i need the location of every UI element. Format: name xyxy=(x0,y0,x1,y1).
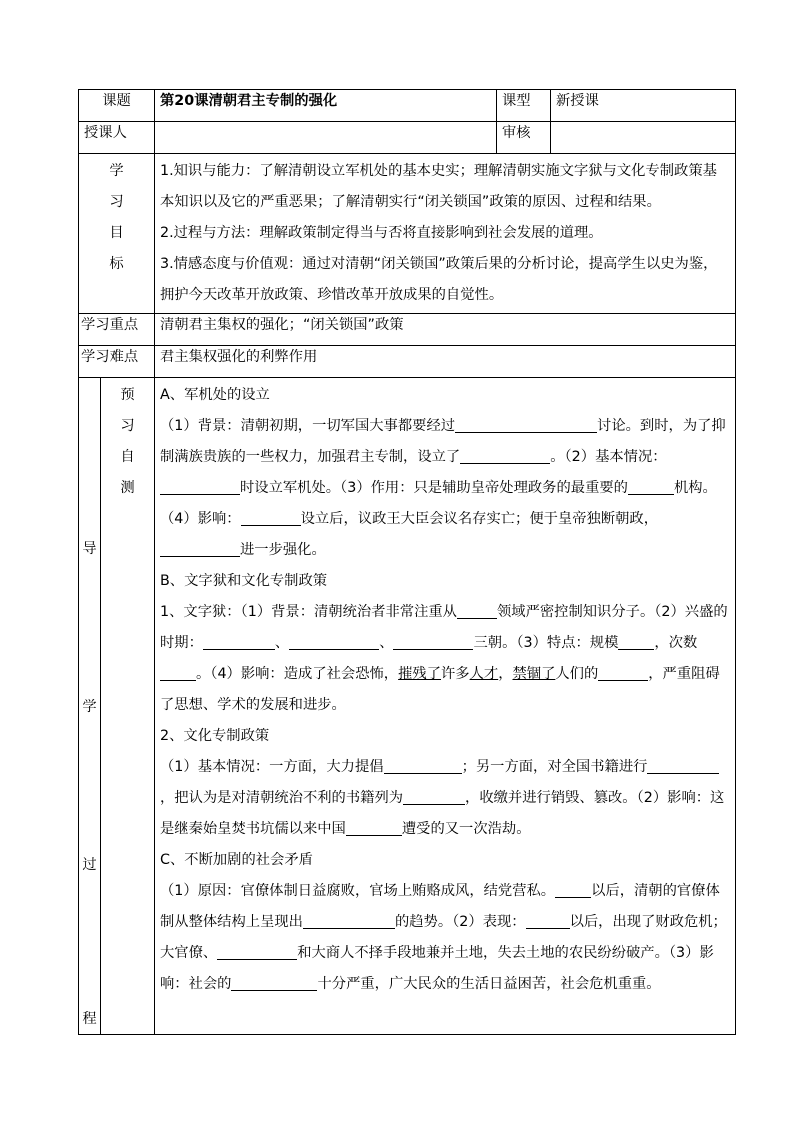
text-run: 。（4）影响：造成了社会恐怖， xyxy=(196,666,399,682)
key-points-label: 学习重点 xyxy=(79,314,155,346)
section-c-title: C、不断加剧的社会矛盾 xyxy=(160,852,313,868)
answer-blank[interactable] xyxy=(346,818,402,836)
answer-blank[interactable] xyxy=(598,663,648,681)
text-run: ， xyxy=(498,666,513,682)
lesson-plan-table xyxy=(78,89,736,1035)
section-c-body xyxy=(160,876,730,1000)
topic-title: 第20课清朝君主专制的强化 xyxy=(155,90,497,122)
header-row-topic xyxy=(79,90,736,122)
review-label: 审核 xyxy=(497,122,551,154)
difficulties-label: 学习难点 xyxy=(79,346,155,378)
answer-blank[interactable] xyxy=(384,756,462,774)
topic-label: 课题 xyxy=(79,90,155,122)
answer-blank[interactable] xyxy=(628,477,674,495)
answer-blank[interactable] xyxy=(647,756,719,774)
process-label-char: 程 xyxy=(82,1011,97,1027)
answer-blank[interactable] xyxy=(231,973,317,991)
text-run: 1、文字狱：（1）背景：清朝统治者非常注重从 xyxy=(160,604,457,620)
answer-blank[interactable] xyxy=(555,880,591,898)
preview-label-char: 预 xyxy=(120,387,135,403)
key-points-text: 清朝君主集权的强化；“闭关锁国”政策 xyxy=(155,314,736,346)
text-run: 讨论。到时，为了抑制满族贵族的一些权力，加强君主专制，设立了 xyxy=(160,418,726,465)
text-run: ，收缴并进行销毁、篡改。（2）影响：这是继秦始皇焚书坑儒以来中国 xyxy=(160,790,725,837)
text-run: ，次数 xyxy=(654,635,698,651)
preview-label-char: 测 xyxy=(120,480,135,496)
section-b-sub1-body xyxy=(160,597,730,721)
text-run: （1）原因：官僚体制日益腐败，官场上贿赂成风，结党营私。 xyxy=(160,883,556,899)
answer-blank[interactable] xyxy=(160,477,240,495)
text-run: 进一步强化。 xyxy=(240,542,326,558)
underlined-text: 摧残了 xyxy=(398,666,441,682)
text-run: 和大商人不择手段地兼并土地，失去土地的农民纷纷破产。（3）影响：社会的 xyxy=(160,945,714,992)
section-b-sub2-body xyxy=(160,752,730,845)
header-row-teacher xyxy=(79,122,736,154)
answer-blank[interactable] xyxy=(403,787,465,805)
text-run: （1）基本情况：一方面，大力提倡 xyxy=(160,759,384,775)
text-run: 、 xyxy=(274,635,290,651)
text-run: 机构。（4）影响： xyxy=(160,480,717,527)
text-run: 三朝。（3）特点：规模 xyxy=(473,635,619,651)
process-outer-label xyxy=(79,378,101,1035)
text-run: ，严重阻碍了思想、学术的发展和进步。 xyxy=(160,666,720,713)
type-value: 新授课 xyxy=(551,90,736,122)
process-row xyxy=(79,378,736,1035)
preview-label-char: 习 xyxy=(120,418,135,434)
text-run: 领域严密控制知识分子。（2）兴盛的时期： xyxy=(160,604,728,651)
review-value xyxy=(551,122,736,154)
text-run: 许多 xyxy=(441,666,470,682)
answer-blank[interactable] xyxy=(457,601,497,619)
answer-blank[interactable] xyxy=(393,632,473,650)
process-content xyxy=(155,378,736,1035)
process-label-char: 导 xyxy=(82,541,97,557)
objective-item: 1.知识与能力：了解清朝设立军机处的基本史实；理解清朝实施文字狱与文化专制政策基本知识以及它的严重恶果；了解清朝实行“闭关锁国”政策的原因、过程和结果。 xyxy=(160,163,717,210)
text-run: 设立后，议政王大臣会议名存实亡；便于皇帝独断朝政， xyxy=(300,511,659,527)
text-run: 十分严重，广大民众的生活日益困苦，社会危机重重。 xyxy=(317,976,661,992)
text-run: （1）背景：清朝初期，一切军国大事都要经过 xyxy=(160,418,456,434)
difficulties-row xyxy=(79,346,736,378)
section-b-sub2-title: 2、文化专制政策 xyxy=(160,728,270,744)
underlined-text: 禁锢了 xyxy=(512,666,556,682)
difficulties-text: 君主集权强化的利弊作用 xyxy=(155,346,736,378)
text-run: 遭受的又一次浩劫。 xyxy=(401,821,531,837)
text-run: ；另一方面，对全国书籍进行 xyxy=(461,759,648,775)
text-run: 的趋势。（2）表现： xyxy=(394,914,526,930)
type-label: 课型 xyxy=(497,90,551,122)
key-points-row xyxy=(79,314,736,346)
answer-blank[interactable] xyxy=(455,415,597,433)
teacher-label: 授课人 xyxy=(79,122,155,154)
text-run: 人们的 xyxy=(555,666,599,682)
objectives-label-char: 目 xyxy=(109,225,124,241)
answer-blank[interactable] xyxy=(526,911,570,929)
text-run: 以后，清朝的官僚体制从整体结构上呈现出 xyxy=(160,883,720,930)
section-a-body xyxy=(160,411,730,566)
objective-item: 2.过程与方法：理解政策制定得当与否将直接影响到社会发展的道理。 xyxy=(160,225,603,241)
objectives-label-char: 习 xyxy=(109,194,124,210)
objectives-row xyxy=(79,154,736,314)
objective-item: 3.情感态度与价值观：通过对清朝“闭关锁国”政策后果的分析讨论，提高学生以史为鉴，拥护今天改革开放政策、珍惜改革开放成果的自觉性。 xyxy=(160,256,718,303)
objectives-label-char: 标 xyxy=(109,256,124,272)
process-label-char: 学 xyxy=(82,699,97,715)
answer-blank[interactable] xyxy=(289,632,379,650)
preview-label xyxy=(101,378,155,1035)
text-run: 以后，出现了财政危机；大官僚、 xyxy=(160,914,727,961)
answer-blank[interactable] xyxy=(303,911,395,929)
objectives-content xyxy=(155,154,736,314)
answer-blank[interactable] xyxy=(160,539,240,557)
objectives-label xyxy=(79,154,155,314)
text-run: 。（2）基本情况： xyxy=(550,449,667,465)
text-run: ，把认为是对清朝统治不利的书籍列为 xyxy=(160,790,404,806)
underlined-text: 人才 xyxy=(469,666,499,682)
answer-blank[interactable] xyxy=(241,508,301,526)
answer-blank[interactable] xyxy=(160,663,196,681)
answer-blank[interactable] xyxy=(217,942,297,960)
teacher-value xyxy=(155,122,497,154)
preview-label-char: 自 xyxy=(120,449,135,465)
section-b-title: B、文字狱和文化专制政策 xyxy=(160,573,328,589)
section-a-title: A、军机处的设立 xyxy=(160,387,270,403)
answer-blank[interactable] xyxy=(460,446,550,464)
text-run: 时设立军机处。（3）作用：只是辅助皇帝处理政务的最重要的 xyxy=(240,480,628,496)
objectives-label-char: 学 xyxy=(109,163,124,179)
answer-blank[interactable] xyxy=(203,632,275,650)
process-label-char: 过 xyxy=(82,857,97,873)
answer-blank[interactable] xyxy=(618,632,654,650)
text-run: 、 xyxy=(379,635,394,651)
